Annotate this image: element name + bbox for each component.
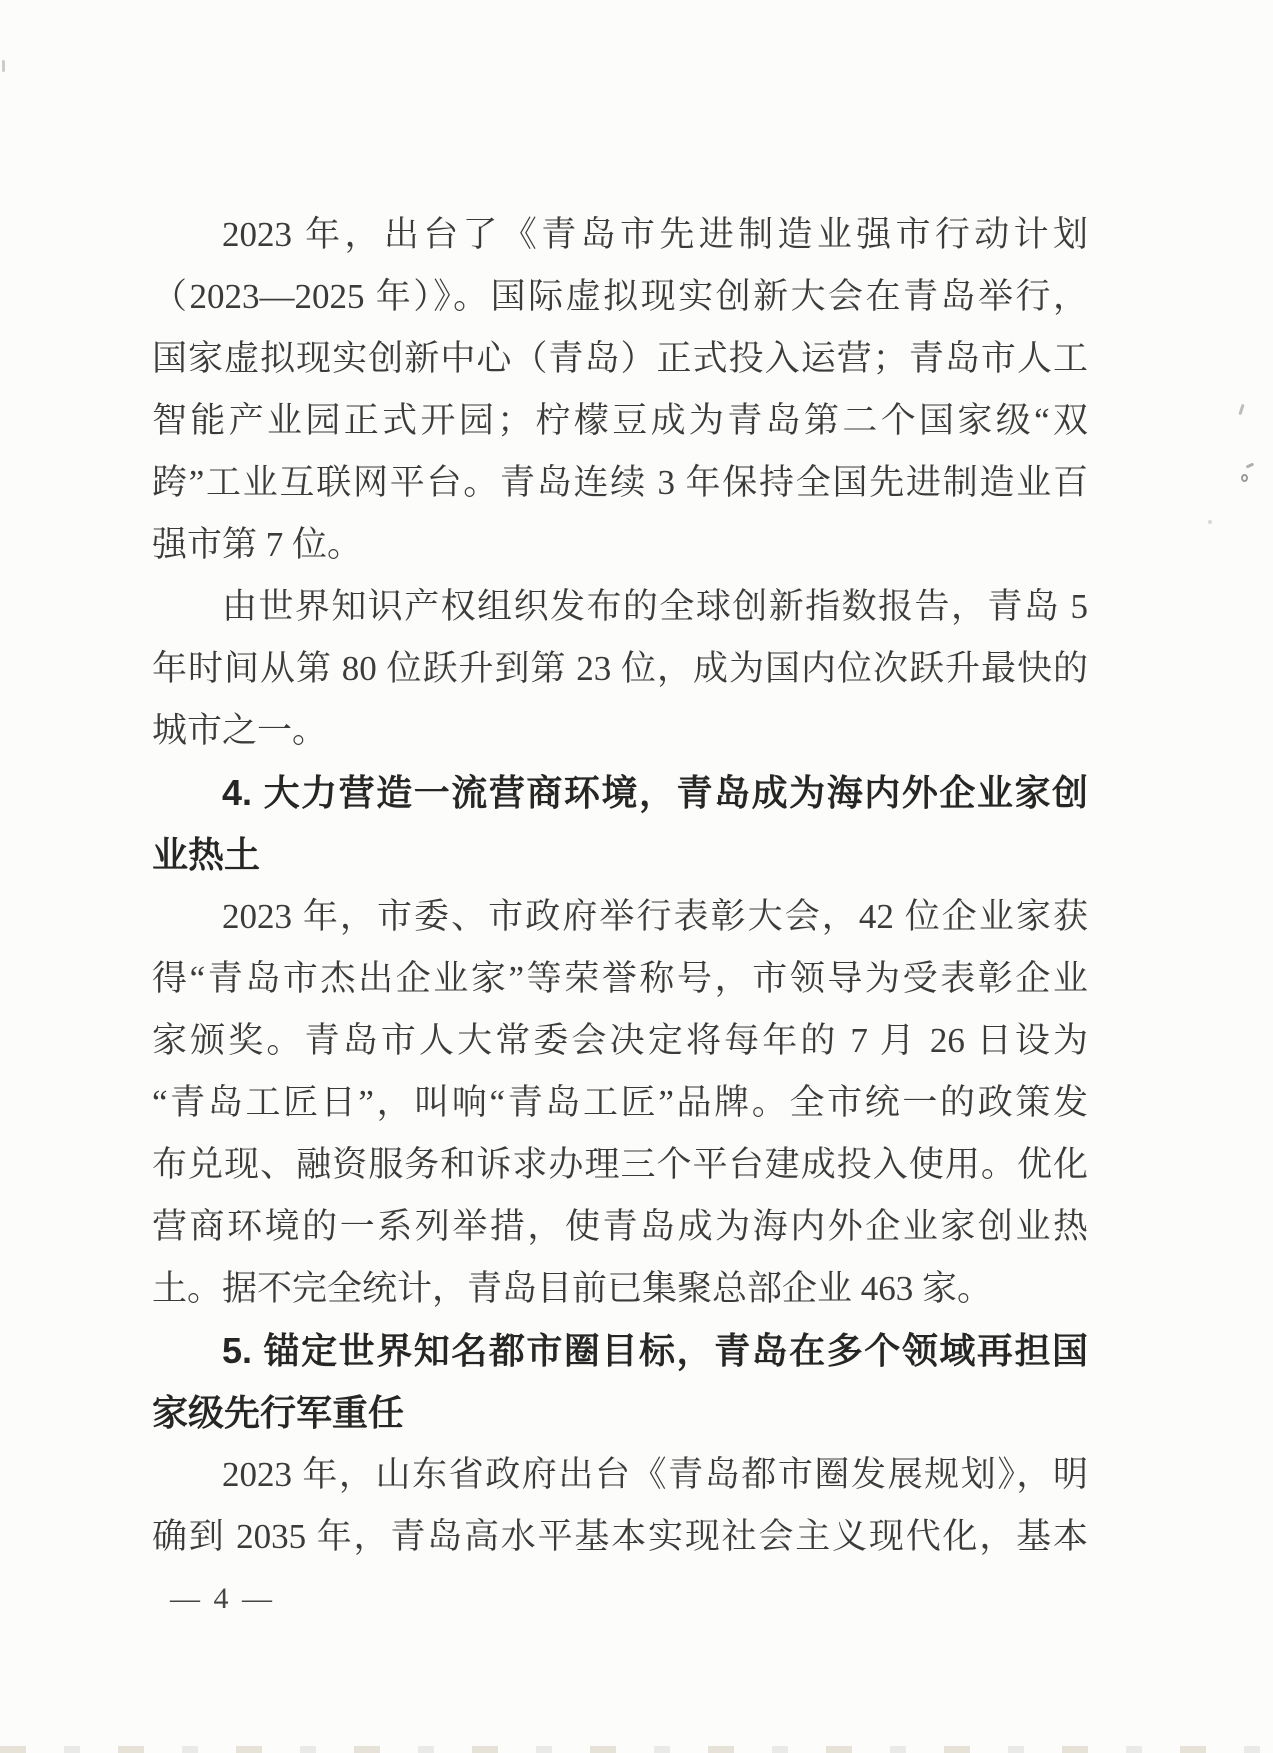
body-line: 布兑现、融资服务和诉求办理三个平台建成投入使用。优化 bbox=[152, 1145, 1088, 1184]
body-line: “青岛工匠日”，叫响“青岛工匠”品牌。全市统一的政策发 bbox=[152, 1083, 1088, 1122]
body-line: 确到 2035 年，青岛高水平基本实现社会主义现代化，基本 bbox=[152, 1517, 1088, 1556]
body-line: 城市之一。 bbox=[152, 711, 328, 750]
body-line: （2023—2025 年）》。国际虚拟现实创新大会在青岛举行， bbox=[152, 277, 1088, 316]
heading-line: 家级先行军重任 bbox=[152, 1392, 405, 1433]
body-line: 跨”工业互联网平台。青岛连续 3 年保持全国先进制造业百 bbox=[152, 463, 1088, 502]
heading-line: 业热土 bbox=[152, 834, 261, 875]
scan-speck bbox=[1238, 404, 1244, 415]
body-line: 由世界知识产权组织发布的全球创新指数报告，青岛 5 bbox=[222, 587, 1088, 626]
body-line: 强市第 7 位。 bbox=[152, 525, 363, 564]
heading-line: 4. 大力营造一流营商环境，青岛成为海内外企业家创 bbox=[222, 772, 1088, 813]
body-line: 2023 年，市委、市政府举行表彰大会，42 位企业家获 bbox=[222, 897, 1088, 936]
body-line: 国家虚拟现实创新中心（青岛）正式投入运营；青岛市人工 bbox=[152, 339, 1088, 378]
body-line: 营商环境的一系列举措，使青岛成为海内外企业家创业热 bbox=[152, 1207, 1088, 1246]
page-text bbox=[152, 204, 1088, 1568]
scan-speck bbox=[1208, 520, 1212, 524]
page-number: — 4 — bbox=[170, 1582, 275, 1615]
body-line: 2023 年，山东省政府出台《青岛都市圈发展规划》，明 bbox=[222, 1455, 1088, 1494]
heading-line: 5. 锚定世界知名都市圈目标，青岛在多个领域再担国 bbox=[222, 1330, 1088, 1371]
scan-speck bbox=[2, 60, 5, 72]
body-line: 年时间从第 80 位跃升到第 23 位，成为国内位次跃升最快的 bbox=[152, 649, 1088, 688]
body-line: 智能产业园正式开园；柠檬豆成为青岛第二个国家级“双 bbox=[152, 401, 1088, 440]
body-line: 土。据不完全统计，青岛目前已集聚总部企业 463 家。 bbox=[152, 1269, 993, 1308]
scan-speck bbox=[1246, 462, 1255, 468]
scan-speck bbox=[1241, 474, 1248, 482]
scan-edge-artifact bbox=[0, 1746, 1273, 1753]
body-line: 家颁奖。青岛市人大常委会决定将每年的 7 月 26 日设为 bbox=[152, 1021, 1088, 1060]
body-line: 2023 年，出台了《青岛市先进制造业强市行动计划 bbox=[222, 215, 1088, 254]
body-line: 得“青岛市杰出企业家”等荣誉称号，市领导为受表彰企业 bbox=[152, 959, 1088, 998]
